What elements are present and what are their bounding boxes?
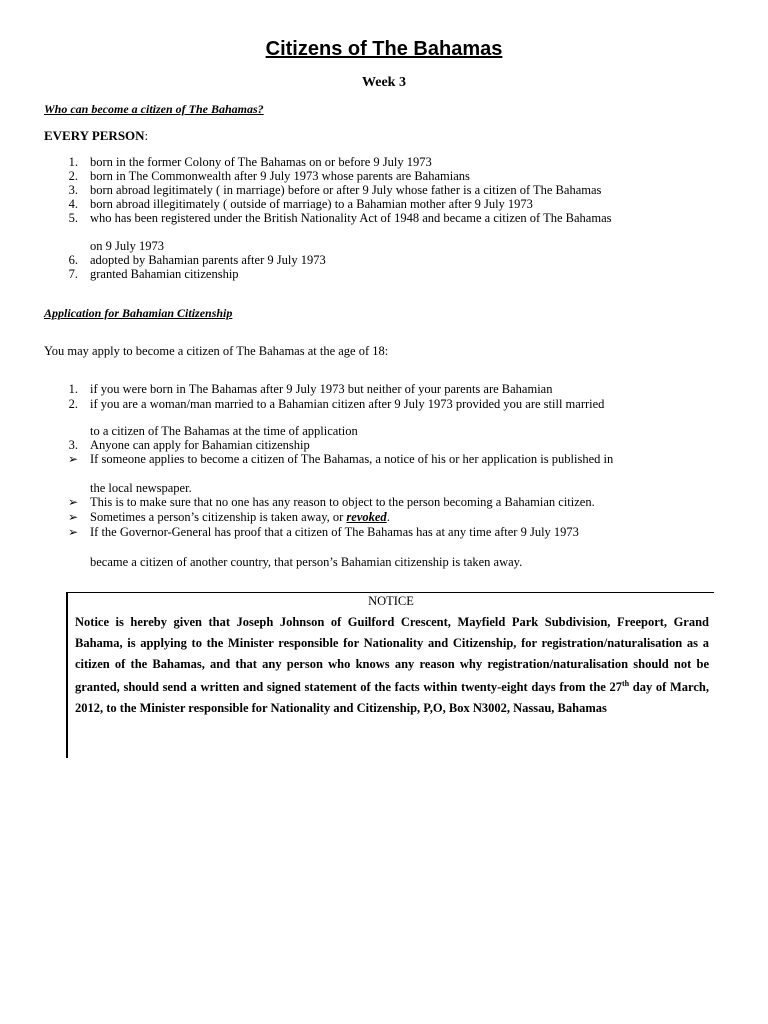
list-item: adopted by Bahamian parents after 9 July 1973 (90, 253, 326, 267)
apply-intro: You may apply to become a citizen of The Bahamas at the age of 18: (44, 344, 389, 358)
list-number: 2. (68, 397, 78, 411)
list-number: 2. (68, 169, 78, 183)
list-item: born in the former Colony of The Bahamas on or before 9 July 1973 (90, 155, 432, 169)
every-person-colon: : (144, 128, 149, 143)
list-number: 3. (68, 438, 78, 452)
list-number: 7. (68, 267, 78, 281)
arrow-bullet-icon: ➢ (68, 510, 79, 524)
revoked-term: revoked (346, 510, 387, 524)
notice-text (75, 612, 709, 719)
every-person-label (44, 128, 148, 144)
notice-text-main: Notice is hereby given that Joseph Johnson of Guilford Crescent, Mayfield Park Subdivision, Freeport, Grand Bahama, is applying to the Minister responsible for Nationality and Citizenship, for registration/naturalisation as a citizen of the Bahamas, and that any person who knows any reason why registration/naturalisation should not be granted, should send a written and signed statement of the facts within twenty-eight days from the 27 (75, 615, 709, 695)
list-number: 6. (68, 253, 78, 267)
list-item: born in The Commonwealth after 9 July 1973 whose parents are Bahamians (90, 169, 470, 183)
notice-ordinal-suffix: th (622, 679, 630, 689)
list-item: born abroad illegitimately ( outside of marriage) to a Bahamian mother after 9 July 1973 (90, 197, 533, 211)
section-heading-application: Application for Bahamian Citizenship (44, 306, 233, 320)
list-number: 4. (68, 197, 78, 211)
arrow-bullet-icon: ➢ (68, 452, 79, 466)
arrow-bullet-icon: ➢ (68, 495, 79, 509)
list-item: if you are a woman/man married to a Bahamian citizen after 9 July 1973 provided you are still married (90, 397, 605, 411)
list-item: if you were born in The Bahamas after 9 July 1973 but neither of your parents are Bahamian (90, 382, 553, 396)
list-number: 5. (68, 211, 78, 225)
list-item-continuation: to a citizen of The Bahamas at the time of application (90, 424, 358, 438)
bullet-period: . (386, 510, 390, 524)
notice-text-end: day of March, 2012, to the Minister responsible for Nationality and Citizenship, P,O, Box N3002, Nassau, Bahamas (75, 680, 709, 716)
list-item-continuation: on 9 July 1973 (90, 239, 164, 253)
document-title: Citizens of The Bahamas (265, 38, 503, 60)
list-item: who has been registered under the British Nationality Act of 1948 and became a citizen of The Bahamas (90, 211, 612, 225)
week-label: Week 3 (362, 75, 406, 90)
list-item: born abroad legitimately ( in marriage) before or after 9 July whose father is a citizen of The Bahamas (90, 183, 602, 197)
list-item: Anyone can apply for Bahamian citizenship (90, 438, 310, 452)
bullet-item: This is to make sure that no one has any reason to object to the person becoming a Bahamian citizen. (90, 495, 595, 509)
list-number: 3. (68, 183, 78, 197)
bullet-item: If the Governor-General has proof that a citizen of The Bahamas has at any time after 9 July 1973 (90, 525, 579, 539)
bullet-item-continuation: became a citizen of another country, that person’s Bahamian citizenship is taken away. (90, 555, 523, 569)
bullet-text: Sometimes a person’s citizenship is taken away, or (90, 510, 347, 524)
arrow-bullet-icon: ➢ (68, 525, 79, 539)
list-number: 1. (68, 155, 78, 169)
bullet-item: If someone applies to become a citizen of The Bahamas, a notice of his or her application is published in (90, 452, 614, 466)
notice-title: NOTICE (368, 594, 414, 608)
list-number: 1. (68, 382, 78, 396)
bullet-item (90, 510, 390, 525)
bullet-item-continuation: the local newspaper. (90, 481, 192, 495)
every-person-text: EVERY PERSON (44, 128, 145, 143)
list-item: granted Bahamian citizenship (90, 267, 239, 281)
section-heading-who: Who can become a citizen of The Bahamas? (44, 102, 264, 116)
